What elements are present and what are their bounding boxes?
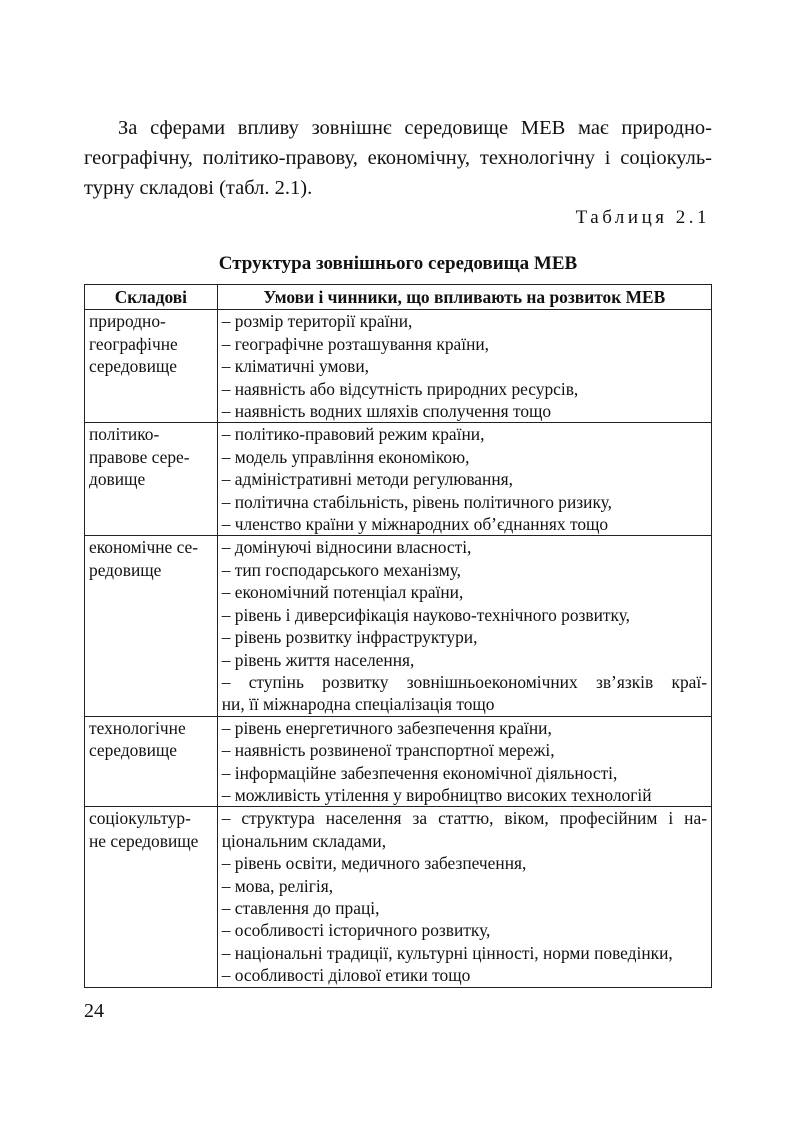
- factor-item: ни, її міжнародна спеціалізація тощо: [221, 694, 495, 715]
- factor-item: – рівень енергетичного забезпечення країни,: [221, 717, 552, 738]
- factor-item: – наявність водних шляхів сполучення тощо: [221, 401, 552, 422]
- factors-cell: [217, 423, 711, 536]
- header-factors: Умови і чинники, що впливають на розвиток МЕВ: [217, 285, 711, 310]
- factors-cell: [217, 716, 711, 807]
- intro-line: географічну, політико-правову, економічну, технологічну і соціокуль-: [84, 147, 712, 169]
- component-cell: [85, 536, 218, 716]
- factor-item: ціональним складами,: [221, 830, 387, 851]
- factor-item: – мова, релігія,: [221, 875, 334, 896]
- factor-item: – домінуючі відносини власності,: [221, 537, 472, 558]
- factor-item: – політична стабільність, рівень політичного ризику,: [221, 491, 612, 512]
- factor-item: – адміністративні методи регулювання,: [221, 469, 513, 490]
- component-cell: [85, 807, 218, 987]
- factor-item: – можливість утілення у виробництво високих технологій: [221, 784, 652, 805]
- factor-item: – кліматичні умови,: [221, 356, 370, 377]
- component-text: середовище: [89, 740, 178, 761]
- table-row: [85, 310, 712, 423]
- table-header-row: [85, 285, 712, 310]
- intro-paragraph: [84, 113, 712, 203]
- table-label: Таблиця 2.1: [575, 207, 710, 228]
- factor-item: – географічне розташування країни,: [221, 333, 490, 354]
- factor-item: – економічний потенціал країни,: [221, 582, 464, 603]
- intro-line: За сферами впливу зовнішнє середовище МЕВ має природно-: [118, 117, 712, 139]
- component-text: правове сере-: [89, 446, 190, 467]
- component-text: економічне се-: [89, 537, 199, 558]
- factor-item: – рівень розвитку інфраструктури,: [221, 627, 478, 648]
- component-cell: [85, 423, 218, 536]
- factor-item: – структура населення за статтю, віком, професійним і на-: [221, 808, 707, 829]
- factor-item: – розмір території країни,: [221, 311, 413, 332]
- component-text: географічне: [89, 333, 178, 354]
- table-row: [85, 536, 712, 716]
- component-cell: [85, 716, 218, 807]
- component-text: технологічне: [89, 717, 186, 738]
- mev-structure-table: [84, 284, 712, 988]
- factor-item: – рівень освіти, медичного забезпечення,: [221, 853, 527, 874]
- component-text: політико-: [89, 424, 160, 445]
- component-text: довище: [89, 469, 146, 490]
- component-text: соціокультур-: [89, 808, 191, 829]
- component-text: природно-: [89, 311, 166, 332]
- component-cell: [85, 310, 218, 423]
- factor-item: – особливості ділової етики тощо: [221, 965, 471, 986]
- factors-cell: [217, 536, 711, 716]
- header-components: Складові: [85, 285, 218, 310]
- table-row: [85, 423, 712, 536]
- factor-item: – ставлення до праці,: [221, 897, 380, 918]
- table-row: [85, 807, 712, 987]
- component-text: редовище: [89, 559, 162, 580]
- intro-line: турну складові (табл. 2.1).: [84, 177, 313, 199]
- factor-item: – національні традиції, культурні цінності, норми поведінки,: [221, 942, 673, 963]
- factors-cell: [217, 310, 711, 423]
- factor-item: – інформаційне забезпечення економічної діяльності,: [221, 762, 618, 783]
- factor-item: – особливості історичного розвитку,: [221, 920, 491, 941]
- factor-item: – ступінь розвитку зовнішньоекономічних зв’язків краї-: [221, 671, 707, 692]
- component-text: середовище: [89, 356, 178, 377]
- factors-cell: [217, 807, 711, 987]
- factor-item: – тип господарського механізму,: [221, 559, 462, 580]
- factor-item: – наявність розвиненої транспортної мережі,: [221, 740, 555, 761]
- table-title: Структура зовнішнього середовища МЕВ: [218, 253, 578, 274]
- page-number: 24: [84, 1000, 104, 1022]
- factor-item: – модель управління економікою,: [221, 446, 470, 467]
- factor-item: – рівень життя населення,: [221, 649, 415, 670]
- factor-item: – членство країни у міжнародних об’єднаннях тощо: [221, 514, 609, 535]
- factor-item: – наявність або відсутність природних ресурсів,: [221, 378, 579, 399]
- factor-item: – політико-правовий режим країни,: [221, 424, 485, 445]
- component-text: не середовище: [89, 830, 199, 851]
- factor-item: – рівень і диверсифікація науково-технічного розвитку,: [221, 604, 631, 625]
- table-row: [85, 716, 712, 807]
